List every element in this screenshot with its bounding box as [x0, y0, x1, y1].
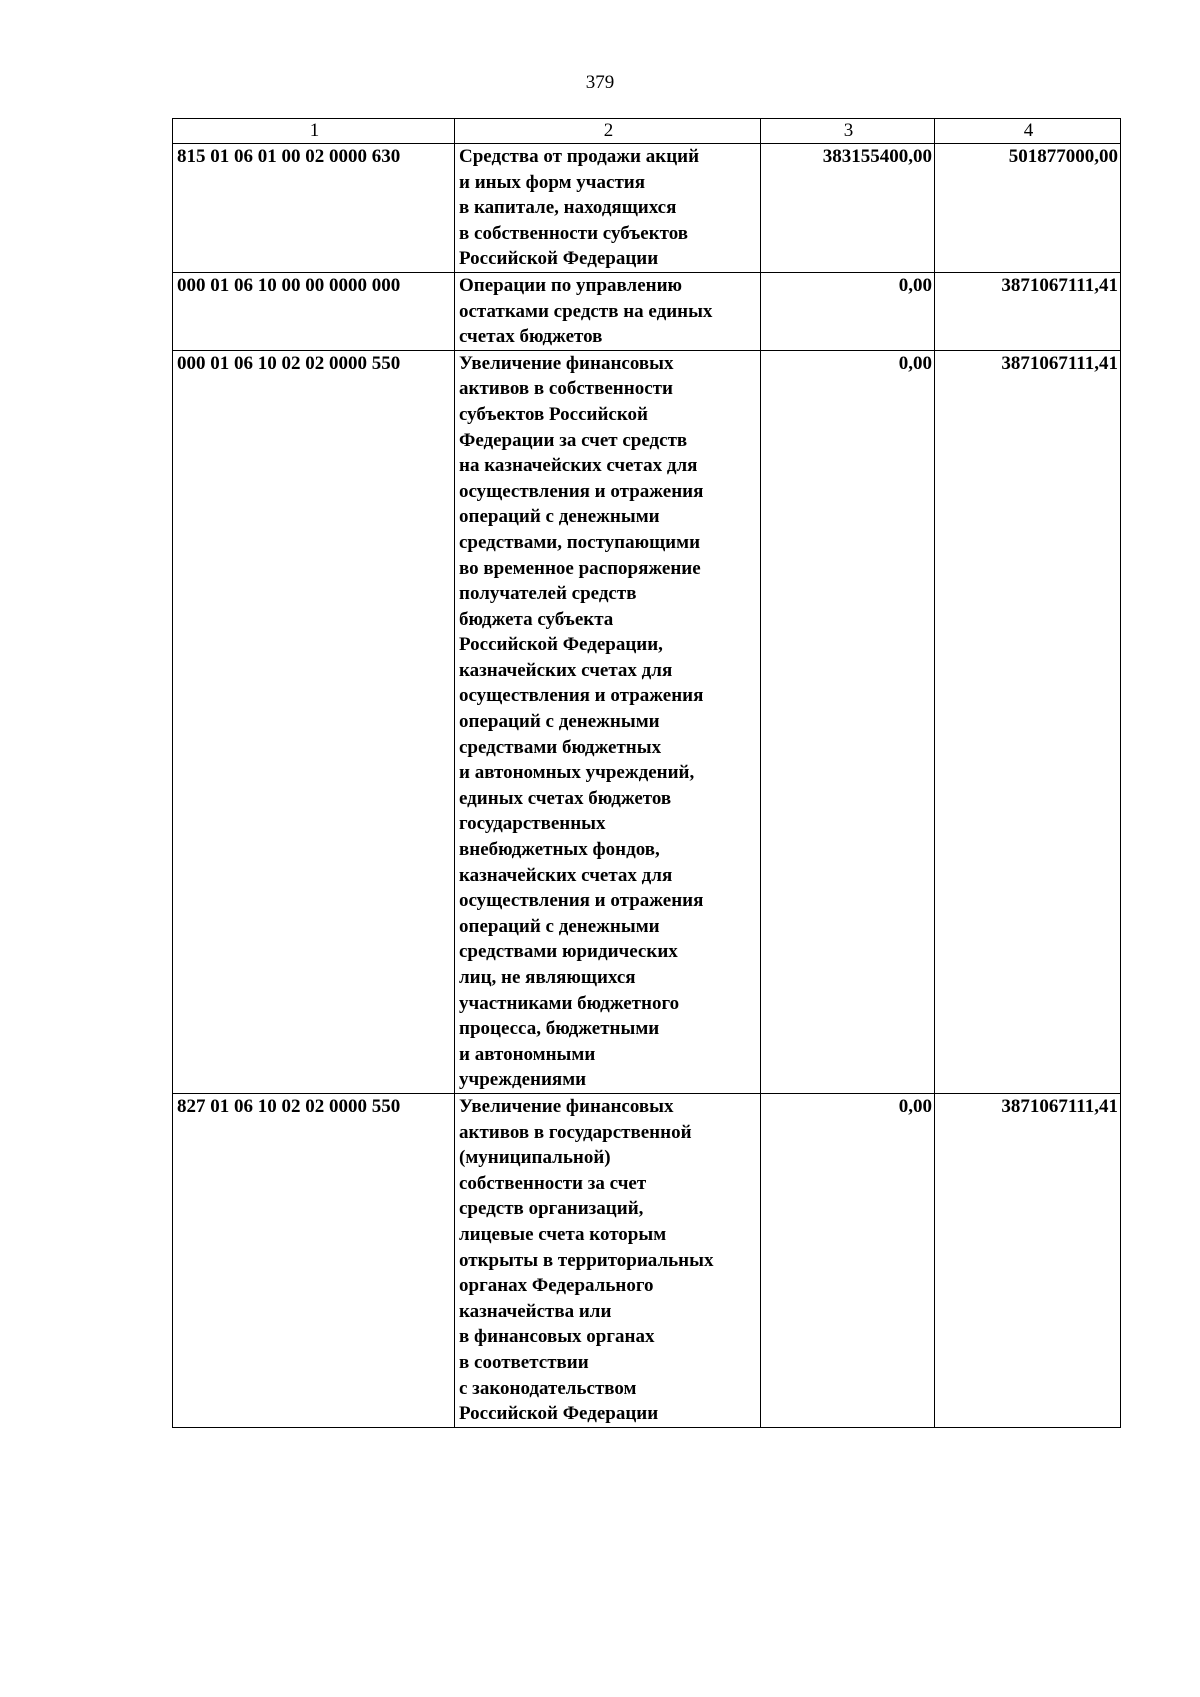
column-header-4: 4: [935, 119, 1121, 144]
description-line: Операции по управлению: [459, 274, 683, 296]
description-line: государственных: [459, 813, 606, 835]
description-line: бюджета субъекта: [459, 608, 614, 630]
description-cell: [455, 272, 761, 350]
description-line: активов в собственности: [459, 378, 673, 400]
description-line: активов в государственной: [459, 1121, 692, 1143]
budget-code-cell: 827 01 06 10 02 02 0000 550: [173, 1093, 455, 1427]
description-line: участниками бюджетного: [459, 992, 680, 1014]
amount-col4-cell: 3871067111,41: [935, 1093, 1121, 1427]
amount-col4-cell: 501877000,00: [935, 144, 1121, 273]
description-line: Российской Федерации: [459, 248, 659, 270]
description-line: осуществления и отражения: [459, 685, 704, 707]
description-line: Средства от продажи акций: [459, 146, 700, 167]
page-number: 379: [585, 72, 615, 93]
description-line: субъектов Российской: [459, 403, 649, 425]
description-line: лиц, не являющихся: [459, 967, 636, 988]
table-row: [173, 144, 1121, 273]
amount-col3-cell: 383155400,00: [761, 144, 935, 273]
description-line: в собственности субъектов: [459, 222, 689, 244]
description-line: операций с денежными: [459, 915, 660, 937]
table-row: [173, 272, 1121, 350]
description-line: лицевые счета которым: [459, 1223, 667, 1245]
description-line: средствами, поступающими: [459, 531, 701, 553]
description-line: казначейства или: [459, 1300, 612, 1322]
description-cell: [455, 350, 761, 1093]
description-line: и иных форм участия: [459, 171, 646, 193]
description-line: Российской Федерации,: [459, 634, 663, 656]
amount-col4-cell: 3871067111,41: [935, 350, 1121, 1093]
amount-col3-cell: 0,00: [761, 1093, 935, 1427]
description-line: открыты в территориальных: [459, 1249, 714, 1271]
description-line: осуществления и отражения: [459, 480, 704, 502]
table-header-row: [173, 119, 1121, 144]
description-line: и автономных учреждений,: [459, 762, 695, 784]
description-line: на казначейских счетах для: [459, 455, 698, 477]
description-cell: [455, 144, 761, 273]
column-header-3: 3: [761, 119, 935, 144]
description-line: Российской Федерации: [459, 1403, 659, 1425]
description-line: в соответствии: [459, 1351, 589, 1373]
column-header-2: 2: [455, 119, 761, 144]
description-line: органах Федерального: [459, 1275, 654, 1297]
description-line: во временное распоряжение: [459, 557, 701, 579]
budget-code-cell: 815 01 06 01 00 02 0000 630: [173, 144, 455, 273]
description-line: единых счетах бюджетов: [459, 787, 672, 809]
description-line: казначейских счетах для: [459, 659, 673, 681]
amount-col3-cell: 0,00: [761, 272, 935, 350]
amount-col4-cell: 3871067111,41: [935, 272, 1121, 350]
description-line: Увеличение финансовых: [459, 1095, 674, 1117]
table-row: [173, 1093, 1121, 1427]
description-cell: [455, 1093, 761, 1427]
description-line: средств организаций,: [459, 1198, 644, 1220]
amount-col3-cell: 0,00: [761, 350, 935, 1093]
description-line: внебюджетных фондов,: [459, 839, 660, 861]
column-header-1: 1: [173, 119, 455, 144]
description-line: (муниципальной): [459, 1147, 611, 1169]
description-line: остатками средств на единых: [459, 300, 713, 322]
table-row: [173, 350, 1121, 1093]
description-line: и автономными: [459, 1043, 596, 1065]
description-line: Увеличение финансовых: [459, 352, 674, 374]
description-line: в капитале, находящихся: [459, 197, 677, 219]
budget-table: [172, 118, 1121, 1428]
description-line: с законодательством: [459, 1377, 637, 1399]
description-line: осуществления и отражения: [459, 890, 704, 912]
description-line: счетах бюджетов: [459, 326, 603, 348]
description-line: средствами юридических: [459, 941, 678, 963]
description-line: учреждениями: [459, 1069, 587, 1091]
description-line: операций с денежными: [459, 711, 660, 733]
description-line: Федерации за счет средств: [459, 429, 688, 451]
description-line: средствами бюджетных: [459, 736, 662, 758]
budget-code-cell: 000 01 06 10 02 02 0000 550: [173, 350, 455, 1093]
description-line: операций с денежными: [459, 506, 660, 528]
description-line: казначейских счетах для: [459, 864, 673, 886]
description-line: процесса, бюджетными: [459, 1018, 660, 1040]
description-line: в финансовых органах: [459, 1326, 655, 1348]
description-line: получателей средств: [459, 583, 637, 605]
budget-code-cell: 000 01 06 10 00 00 0000 000: [173, 272, 455, 350]
description-line: собственности за счет: [459, 1172, 647, 1194]
